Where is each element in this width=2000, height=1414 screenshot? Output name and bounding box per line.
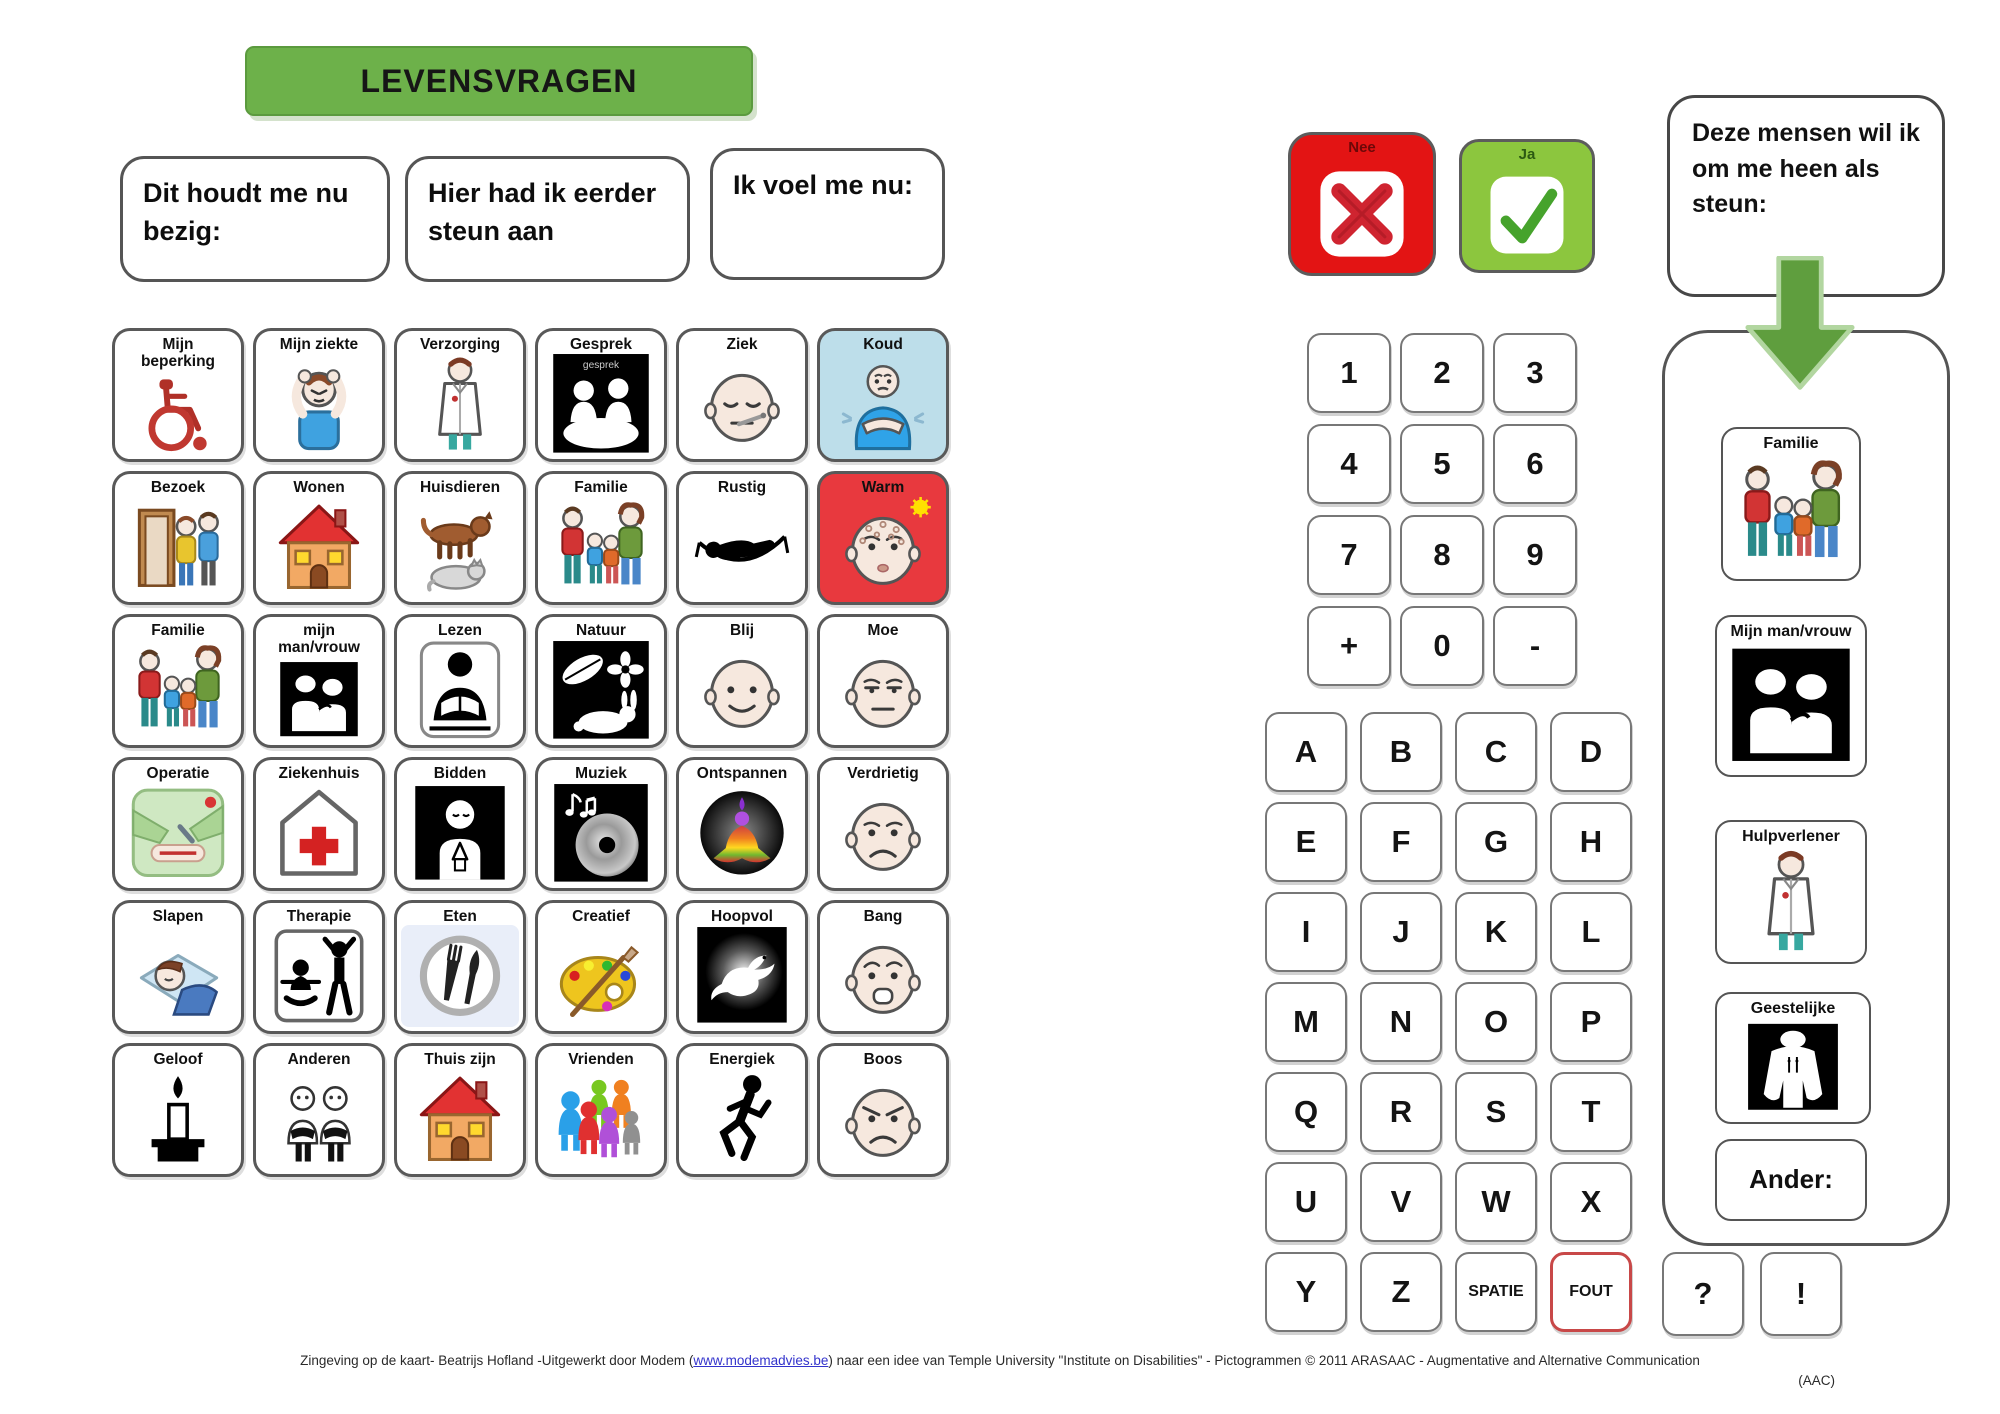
card-natuur-15[interactable] xyxy=(535,614,667,748)
card-label: Blij xyxy=(729,622,755,639)
card-verzorging-2[interactable] xyxy=(394,328,526,462)
keyboard xyxy=(1265,712,1632,1332)
ziekface-icon xyxy=(683,353,801,455)
card-energiek-34[interactable] xyxy=(676,1043,808,1177)
card-label: Lezen xyxy=(438,622,482,639)
prompt-feel-now: Ik voel me nu: xyxy=(710,148,945,280)
anderen-icon xyxy=(260,1068,378,1170)
pictogram-grid xyxy=(112,328,949,1177)
card-familie-12[interactable] xyxy=(112,614,244,748)
page-title: LEVENSVRAGEN xyxy=(245,46,753,116)
card-creatief-27[interactable] xyxy=(535,900,667,1034)
card-label: Mijn ziekte xyxy=(279,336,359,353)
card-label: Ontspannen xyxy=(696,765,788,782)
key-h[interactable]: H xyxy=(1550,802,1632,882)
card-moe-17[interactable] xyxy=(817,614,949,748)
key-7[interactable]: 7 xyxy=(1307,515,1391,595)
manvrouw-icon xyxy=(260,657,378,741)
card-label: Therapie xyxy=(286,908,352,925)
key-j[interactable]: J xyxy=(1360,892,1442,972)
card-mijn-man-vrouw-13[interactable] xyxy=(253,614,385,748)
key-k[interactable]: K xyxy=(1455,892,1537,972)
card-label: Muziek xyxy=(575,765,627,782)
no-button[interactable] xyxy=(1288,132,1436,276)
ziekenhuis-icon xyxy=(260,782,378,884)
card-label: Verdrietig xyxy=(847,765,919,782)
familie-icon xyxy=(119,639,237,741)
card-bidden-20[interactable] xyxy=(394,757,526,891)
key-p[interactable]: P xyxy=(1550,982,1632,1062)
key-z[interactable]: Z xyxy=(1360,1252,1442,1332)
key-q[interactable]: Q xyxy=(1265,1072,1347,1152)
support-option-label: Geestelijke xyxy=(1750,1000,1836,1017)
footer-link[interactable]: www.modemadvies.be xyxy=(693,1353,829,1368)
slapen-icon xyxy=(119,925,237,1027)
cross-icon xyxy=(1291,156,1433,273)
card-label: Koud xyxy=(863,336,903,353)
key-exclamation[interactable]: ! xyxy=(1760,1252,1842,1336)
card-geloof-30[interactable] xyxy=(112,1043,244,1177)
card-label: Slapen xyxy=(152,908,204,925)
support-option-label: Ander: xyxy=(1749,1164,1833,1195)
nurse-icon xyxy=(401,353,519,455)
ontspannen-icon xyxy=(683,782,801,884)
koud-icon xyxy=(824,353,942,455)
gesprek-icon xyxy=(542,353,660,455)
card-slapen-24[interactable] xyxy=(112,900,244,1034)
key-fout[interactable]: FOUT xyxy=(1550,1252,1632,1332)
card-blij-16[interactable] xyxy=(676,614,808,748)
key-x[interactable]: X xyxy=(1550,1162,1632,1242)
house-icon xyxy=(260,496,378,598)
key-a[interactable]: A xyxy=(1265,712,1347,792)
bezoek-icon xyxy=(119,496,237,598)
bang-icon xyxy=(824,925,942,1027)
support-option-ander[interactable] xyxy=(1715,1139,1867,1221)
support-option-label: Mijn man/vrouw xyxy=(1730,623,1852,640)
key-8[interactable]: 8 xyxy=(1400,515,1484,595)
card-label: Wonen xyxy=(293,479,345,496)
card-mijn-beperking-0[interactable] xyxy=(112,328,244,462)
support-prompt-box: Deze mensen wil ik om me heen als steun: xyxy=(1667,95,1945,297)
card-label: Natuur xyxy=(576,622,626,639)
card-label: Operatie xyxy=(146,765,210,782)
footer-credit xyxy=(100,1353,1900,1368)
card-koud-5[interactable] xyxy=(817,328,949,462)
card-label: Creatief xyxy=(572,908,630,925)
key-o[interactable]: O xyxy=(1455,982,1537,1062)
nurse-icon xyxy=(1722,846,1860,956)
card-label: Geloof xyxy=(153,1051,203,1068)
key-y[interactable]: Y xyxy=(1265,1252,1347,1332)
card-thuis-zijn-32[interactable] xyxy=(394,1043,526,1177)
key-t[interactable]: T xyxy=(1550,1072,1632,1152)
support-option-familie[interactable] xyxy=(1721,427,1861,581)
card-label: Ziek xyxy=(726,336,758,353)
headhold-icon xyxy=(260,353,378,455)
card-wonen-7[interactable] xyxy=(253,471,385,605)
card-label: Energiek xyxy=(709,1051,775,1068)
support-option-geestelijke[interactable] xyxy=(1715,992,1871,1124)
no-label: Nee xyxy=(1348,139,1376,156)
key-5[interactable]: 5 xyxy=(1400,424,1484,504)
card-label: Verzorging xyxy=(419,336,501,353)
key-s[interactable]: S xyxy=(1455,1072,1537,1152)
support-option-label: Familie xyxy=(1763,435,1819,452)
key-w[interactable]: W xyxy=(1455,1162,1537,1242)
key-v[interactable]: V xyxy=(1360,1162,1442,1242)
key-9[interactable]: 9 xyxy=(1493,515,1577,595)
footer-text-before: Zingeving op de kaart- Beatrijs Hofland -Uitgewerkt door Modem ( xyxy=(300,1353,694,1368)
creatief-icon xyxy=(542,925,660,1027)
house-icon xyxy=(401,1068,519,1170)
card-label: Familie xyxy=(151,622,205,639)
key-f[interactable]: F xyxy=(1360,802,1442,882)
card-ontspannen-22[interactable] xyxy=(676,757,808,891)
familie-icon xyxy=(1728,453,1854,573)
key-2[interactable]: 2 xyxy=(1400,333,1484,413)
moe-icon xyxy=(824,639,942,741)
key-spatie[interactable]: SPATIE xyxy=(1455,1252,1537,1332)
warmface-icon xyxy=(824,496,942,598)
energiek-icon xyxy=(683,1068,801,1170)
lezen-icon xyxy=(401,639,519,741)
key-r[interactable]: R xyxy=(1360,1072,1442,1152)
card-hoopvol-28[interactable] xyxy=(676,900,808,1034)
yes-label: Ja xyxy=(1518,146,1536,163)
key-m[interactable]: M xyxy=(1265,982,1347,1062)
key-6[interactable]: 6 xyxy=(1493,424,1577,504)
card-verdrietig-23[interactable] xyxy=(817,757,949,891)
card-lezen-14[interactable] xyxy=(394,614,526,748)
yes-button[interactable] xyxy=(1459,139,1595,273)
key-question[interactable]: ? xyxy=(1662,1252,1744,1336)
card-label: Huisdieren xyxy=(419,479,501,496)
eten-icon xyxy=(401,925,519,1027)
card-label: Warm xyxy=(861,479,905,496)
key-plus[interactable]: + xyxy=(1307,606,1391,686)
card-familie-9[interactable] xyxy=(535,471,667,605)
card-warm-11[interactable] xyxy=(817,471,949,605)
card-label: Vrienden xyxy=(568,1051,634,1068)
key-d[interactable]: D xyxy=(1550,712,1632,792)
vrienden-icon xyxy=(542,1068,660,1170)
numpad xyxy=(1307,333,1577,686)
verdrietig-icon xyxy=(824,782,942,884)
key-minus[interactable]: - xyxy=(1493,606,1577,686)
rustig-icon xyxy=(683,496,801,598)
footer-aac: (AAC) xyxy=(1798,1373,1835,1388)
support-option-mijn-man-vrouw[interactable] xyxy=(1715,615,1867,777)
card-bezoek-6[interactable] xyxy=(112,471,244,605)
geestelijke-icon xyxy=(1722,1018,1864,1116)
geloof-icon xyxy=(119,1068,237,1170)
key-g[interactable]: G xyxy=(1455,802,1537,882)
card-ziekenhuis-19[interactable] xyxy=(253,757,385,891)
card-label: mijn man/vrouw xyxy=(278,622,360,657)
card-rustig-10[interactable] xyxy=(676,471,808,605)
card-vrienden-33[interactable] xyxy=(535,1043,667,1177)
hoopvol-icon xyxy=(683,925,801,1027)
natuur-icon xyxy=(542,639,660,741)
punctuation-keys xyxy=(1662,1252,1842,1336)
arrow-down-icon xyxy=(1744,256,1856,396)
key-c[interactable]: C xyxy=(1455,712,1537,792)
card-gesprek-3[interactable] xyxy=(535,328,667,462)
card-ziek-4[interactable] xyxy=(676,328,808,462)
card-label: Familie xyxy=(574,479,628,496)
boos-icon xyxy=(824,1068,942,1170)
key-1[interactable]: 1 xyxy=(1307,333,1391,413)
key-b[interactable]: B xyxy=(1360,712,1442,792)
card-label: Eten xyxy=(443,908,477,925)
card-muziek-21[interactable] xyxy=(535,757,667,891)
svg-text:gesprek: gesprek xyxy=(582,360,620,372)
card-label: Ziekenhuis xyxy=(278,765,360,782)
support-option-label: Hulpverlener xyxy=(1742,828,1840,845)
card-label: Bidden xyxy=(433,765,487,782)
key-l[interactable]: L xyxy=(1550,892,1632,972)
card-label: Anderen xyxy=(287,1051,351,1068)
card-therapie-25[interactable] xyxy=(253,900,385,1034)
card-operatie-18[interactable] xyxy=(112,757,244,891)
key-i[interactable]: I xyxy=(1265,892,1347,972)
prompt-earlier-support: Hier had ik eerder steun aan xyxy=(405,156,690,282)
card-label: Rustig xyxy=(717,479,767,496)
card-label: Moe xyxy=(867,622,899,639)
card-bang-29[interactable] xyxy=(817,900,949,1034)
card-huisdieren-8[interactable] xyxy=(394,471,526,605)
pets-icon xyxy=(401,496,519,598)
card-label: Bang xyxy=(863,908,903,925)
check-icon xyxy=(1462,163,1592,270)
wheelchair-icon xyxy=(119,371,237,455)
card-label: Gesprek xyxy=(569,336,633,353)
muziek-icon xyxy=(542,782,660,884)
support-option-hulpverlener[interactable] xyxy=(1715,820,1867,964)
key-u[interactable]: U xyxy=(1265,1162,1347,1242)
card-label: Boos xyxy=(863,1051,903,1068)
key-3[interactable]: 3 xyxy=(1493,333,1577,413)
manvrouw-icon xyxy=(1722,641,1860,769)
prompt-busy: Dit houdt me nu bezig: xyxy=(120,156,390,282)
familie-icon xyxy=(542,496,660,598)
key-0[interactable]: 0 xyxy=(1400,606,1484,686)
key-4[interactable]: 4 xyxy=(1307,424,1391,504)
therapie-icon xyxy=(260,925,378,1027)
card-label: Bezoek xyxy=(150,479,206,496)
blij-icon xyxy=(683,639,801,741)
bidden-icon xyxy=(401,782,519,884)
key-e[interactable]: E xyxy=(1265,802,1347,882)
card-label: Thuis zijn xyxy=(424,1051,496,1068)
card-label: Mijn beperking xyxy=(140,336,216,371)
support-panel xyxy=(1662,330,1950,1246)
key-n[interactable]: N xyxy=(1360,982,1442,1062)
card-boos-35[interactable] xyxy=(817,1043,949,1177)
footer-text-after: ) naar een idee van Temple University "Institute on Disabilities" - Pictogrammen © 2011 ARASAAC - Augmentative and Alternative Communication xyxy=(828,1353,1700,1368)
card-anderen-31[interactable] xyxy=(253,1043,385,1177)
operatie-icon xyxy=(119,782,237,884)
card-eten-26[interactable] xyxy=(394,900,526,1034)
card-label: Hoopvol xyxy=(711,908,773,925)
card-mijn-ziekte-1[interactable] xyxy=(253,328,385,462)
